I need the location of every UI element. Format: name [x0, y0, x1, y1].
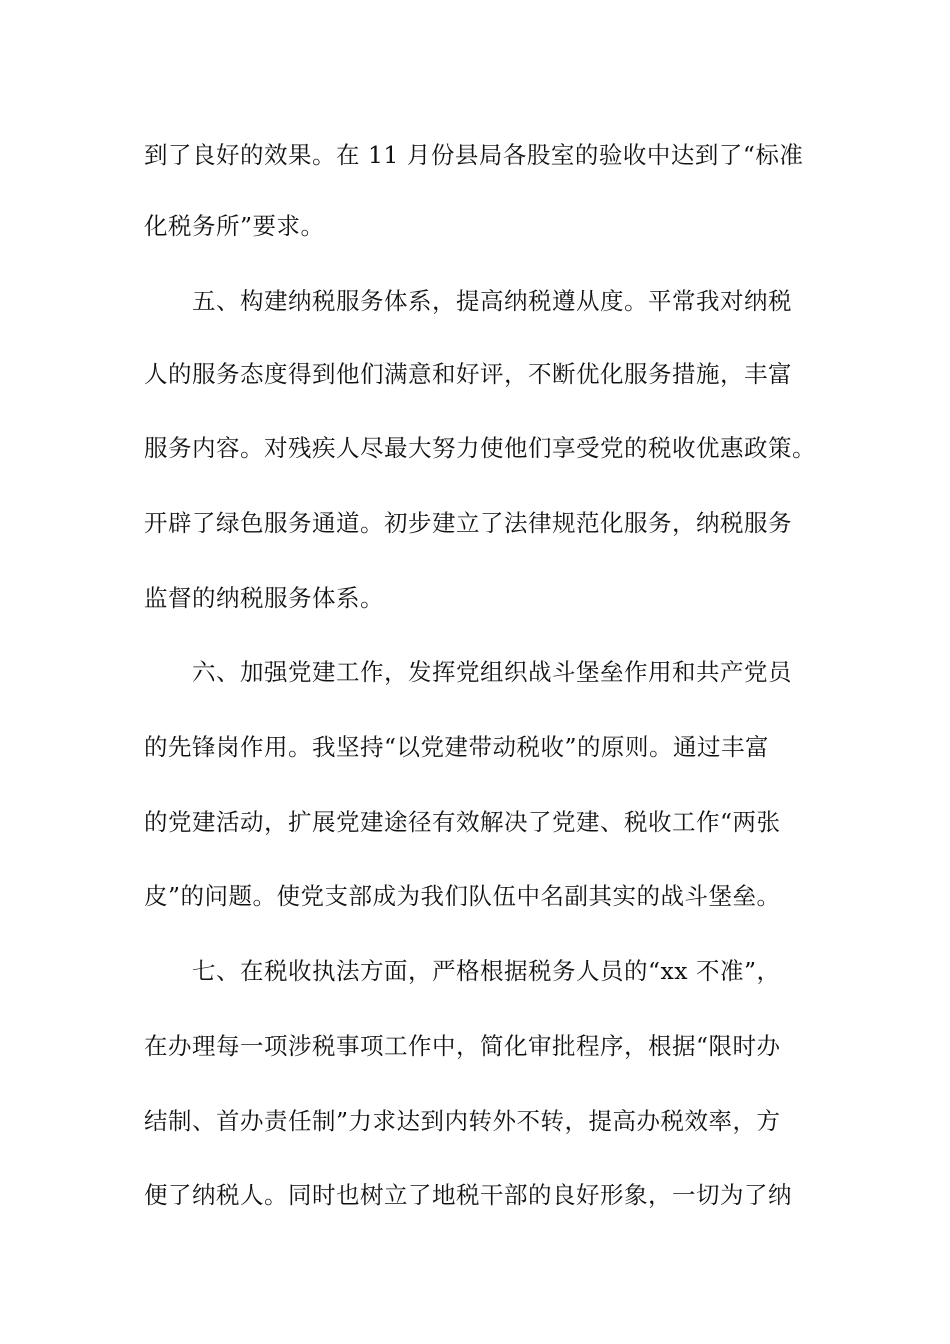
paragraph-line: 人的服务态度得到他们满意和好评，不断优化服务措施，丰富 [144, 360, 792, 388]
paragraph-line: 开辟了绿色服务通道。初步建立了法律规范化服务，纳税服务 [144, 509, 792, 537]
paragraph-line: 在办理每一项涉税事项工作中，简化审批程序，根据“限时办 [144, 1032, 781, 1060]
paragraph-line: 监督的纳税服务体系。 [144, 584, 384, 612]
paragraph-line: 的先锋岗作用。我坚持“以党建带动税收”的原则。通过丰富 [144, 733, 770, 761]
paragraph-line: 七、在税收执法方面，严格根据税务人员的“xx 不准”， [192, 957, 781, 985]
paragraph-line: 到了良好的效果。在 11 月份县局各股室的验收中达到了“标准 [144, 141, 804, 169]
paragraph-line: 结制、首办责任制”力求达到内转外不转，提高办税效率，方 [144, 1107, 781, 1135]
paragraph-line: 六、加强党建工作，发挥党组织战斗堡垒作用和共产党员 [192, 658, 792, 686]
paragraph-line: 五、构建纳税服务体系，提高纳税遵从度。平常我对纳税 [192, 287, 792, 315]
paragraph-line: 皮”的问题。使党支部成为我们队伍中名副其实的战斗堡垒。 [144, 882, 781, 910]
paragraph-line: 便了纳税人。同时也树立了地税干部的良好形象，一切为了纳 [144, 1181, 792, 1209]
paragraph-line: 服务内容。对残疾人尽最大努力使他们享受党的税收优惠政策。 [144, 434, 816, 462]
paragraph-line: 化税务所”要求。 [144, 212, 325, 240]
paragraph-line: 的党建活动，扩展党建途径有效解决了党建、税收工作“两张 [144, 808, 781, 836]
